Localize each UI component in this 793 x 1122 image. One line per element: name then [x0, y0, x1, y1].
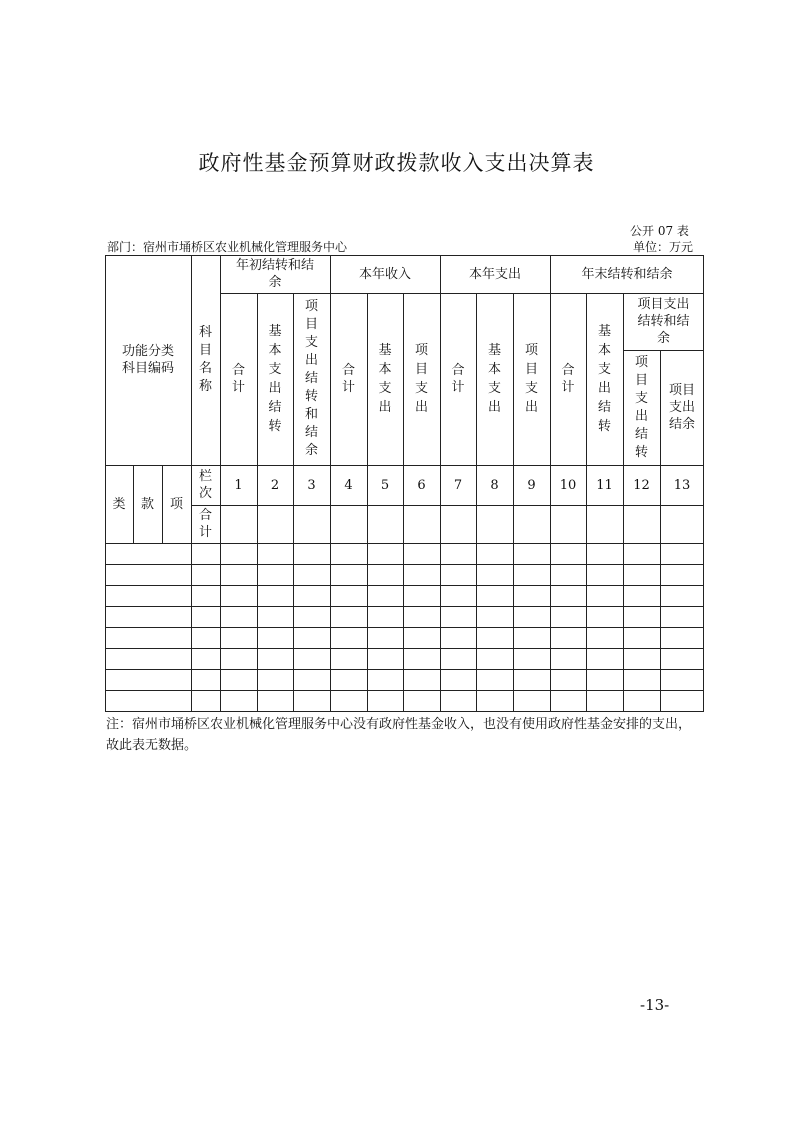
- header-project-carry-group: 项目支出 结转和结 余: [637, 297, 690, 346]
- unit-label: 单位：万元: [633, 240, 694, 254]
- header-subject-name: 科 目 名 称: [198, 325, 212, 394]
- col-number: 4: [344, 477, 353, 493]
- header-group-income: 本年收入: [358, 266, 411, 282]
- page-title: 政府性基金预算财政拨款收入支出决算表: [198, 151, 595, 175]
- header-n-proj-balance: 项目 支出 结余: [668, 383, 695, 432]
- col-number: 8: [490, 477, 499, 493]
- header-b-project: 项 目 支 出 结 转 和 结 余: [304, 299, 318, 458]
- col-number: 11: [596, 477, 613, 493]
- header-e-basic: 基 本 支 出: [487, 343, 501, 415]
- department-label: 部门：宿州市埇桥区农业机械化管理服务中心: [107, 240, 348, 254]
- footnote: 注：宿州市埇桥区农业机械化管理服务中心没有政府性基金收入，也没有使用政府性基金安排的支出，故此表无数据。: [106, 717, 692, 753]
- header-i-basic: 基 本 支 出: [378, 343, 392, 415]
- col-number: 3: [307, 477, 316, 493]
- header-group-begin: 年初结转和结 余: [235, 258, 314, 290]
- header-lei: 类: [112, 496, 126, 512]
- label-heji: 合 计: [198, 508, 212, 540]
- col-number: 10: [559, 477, 577, 493]
- header-n-total: 合 计: [561, 363, 575, 395]
- header-n-proj-carry: 项 目 支 出 结 转: [634, 354, 648, 460]
- label-lanci: 栏 次: [198, 469, 212, 501]
- header-e-project: 项 目 支 出: [524, 343, 538, 415]
- col-number: 6: [417, 477, 426, 493]
- page-number: -13-: [640, 996, 670, 1014]
- header-b-basic: 基 本 支 出 结 转: [268, 324, 282, 434]
- col-number: 2: [270, 477, 280, 493]
- header-kuan: 款: [140, 496, 154, 512]
- col-number: 13: [673, 477, 691, 493]
- header-b-total: 合 计: [231, 363, 245, 395]
- col-number: 5: [380, 477, 390, 493]
- header-group-expense: 本年支出: [468, 266, 521, 282]
- header-n-basic: 基 本 支 出 结 转: [597, 324, 611, 434]
- col-number: 7: [453, 477, 463, 493]
- header-xiang: 项: [169, 496, 183, 512]
- header-i-total: 合 计: [341, 363, 355, 395]
- col-number: 9: [527, 477, 536, 493]
- header-func-code: 功能分类 科目编码: [121, 344, 174, 376]
- header-e-total: 合 计: [451, 363, 465, 395]
- header-group-end: 年末结转和结余: [581, 266, 673, 282]
- header-i-project: 项 目 支 出: [414, 343, 428, 415]
- form-number: 公开 07 表: [630, 224, 689, 238]
- col-number: 12: [633, 477, 650, 493]
- col-number: 1: [234, 477, 243, 493]
